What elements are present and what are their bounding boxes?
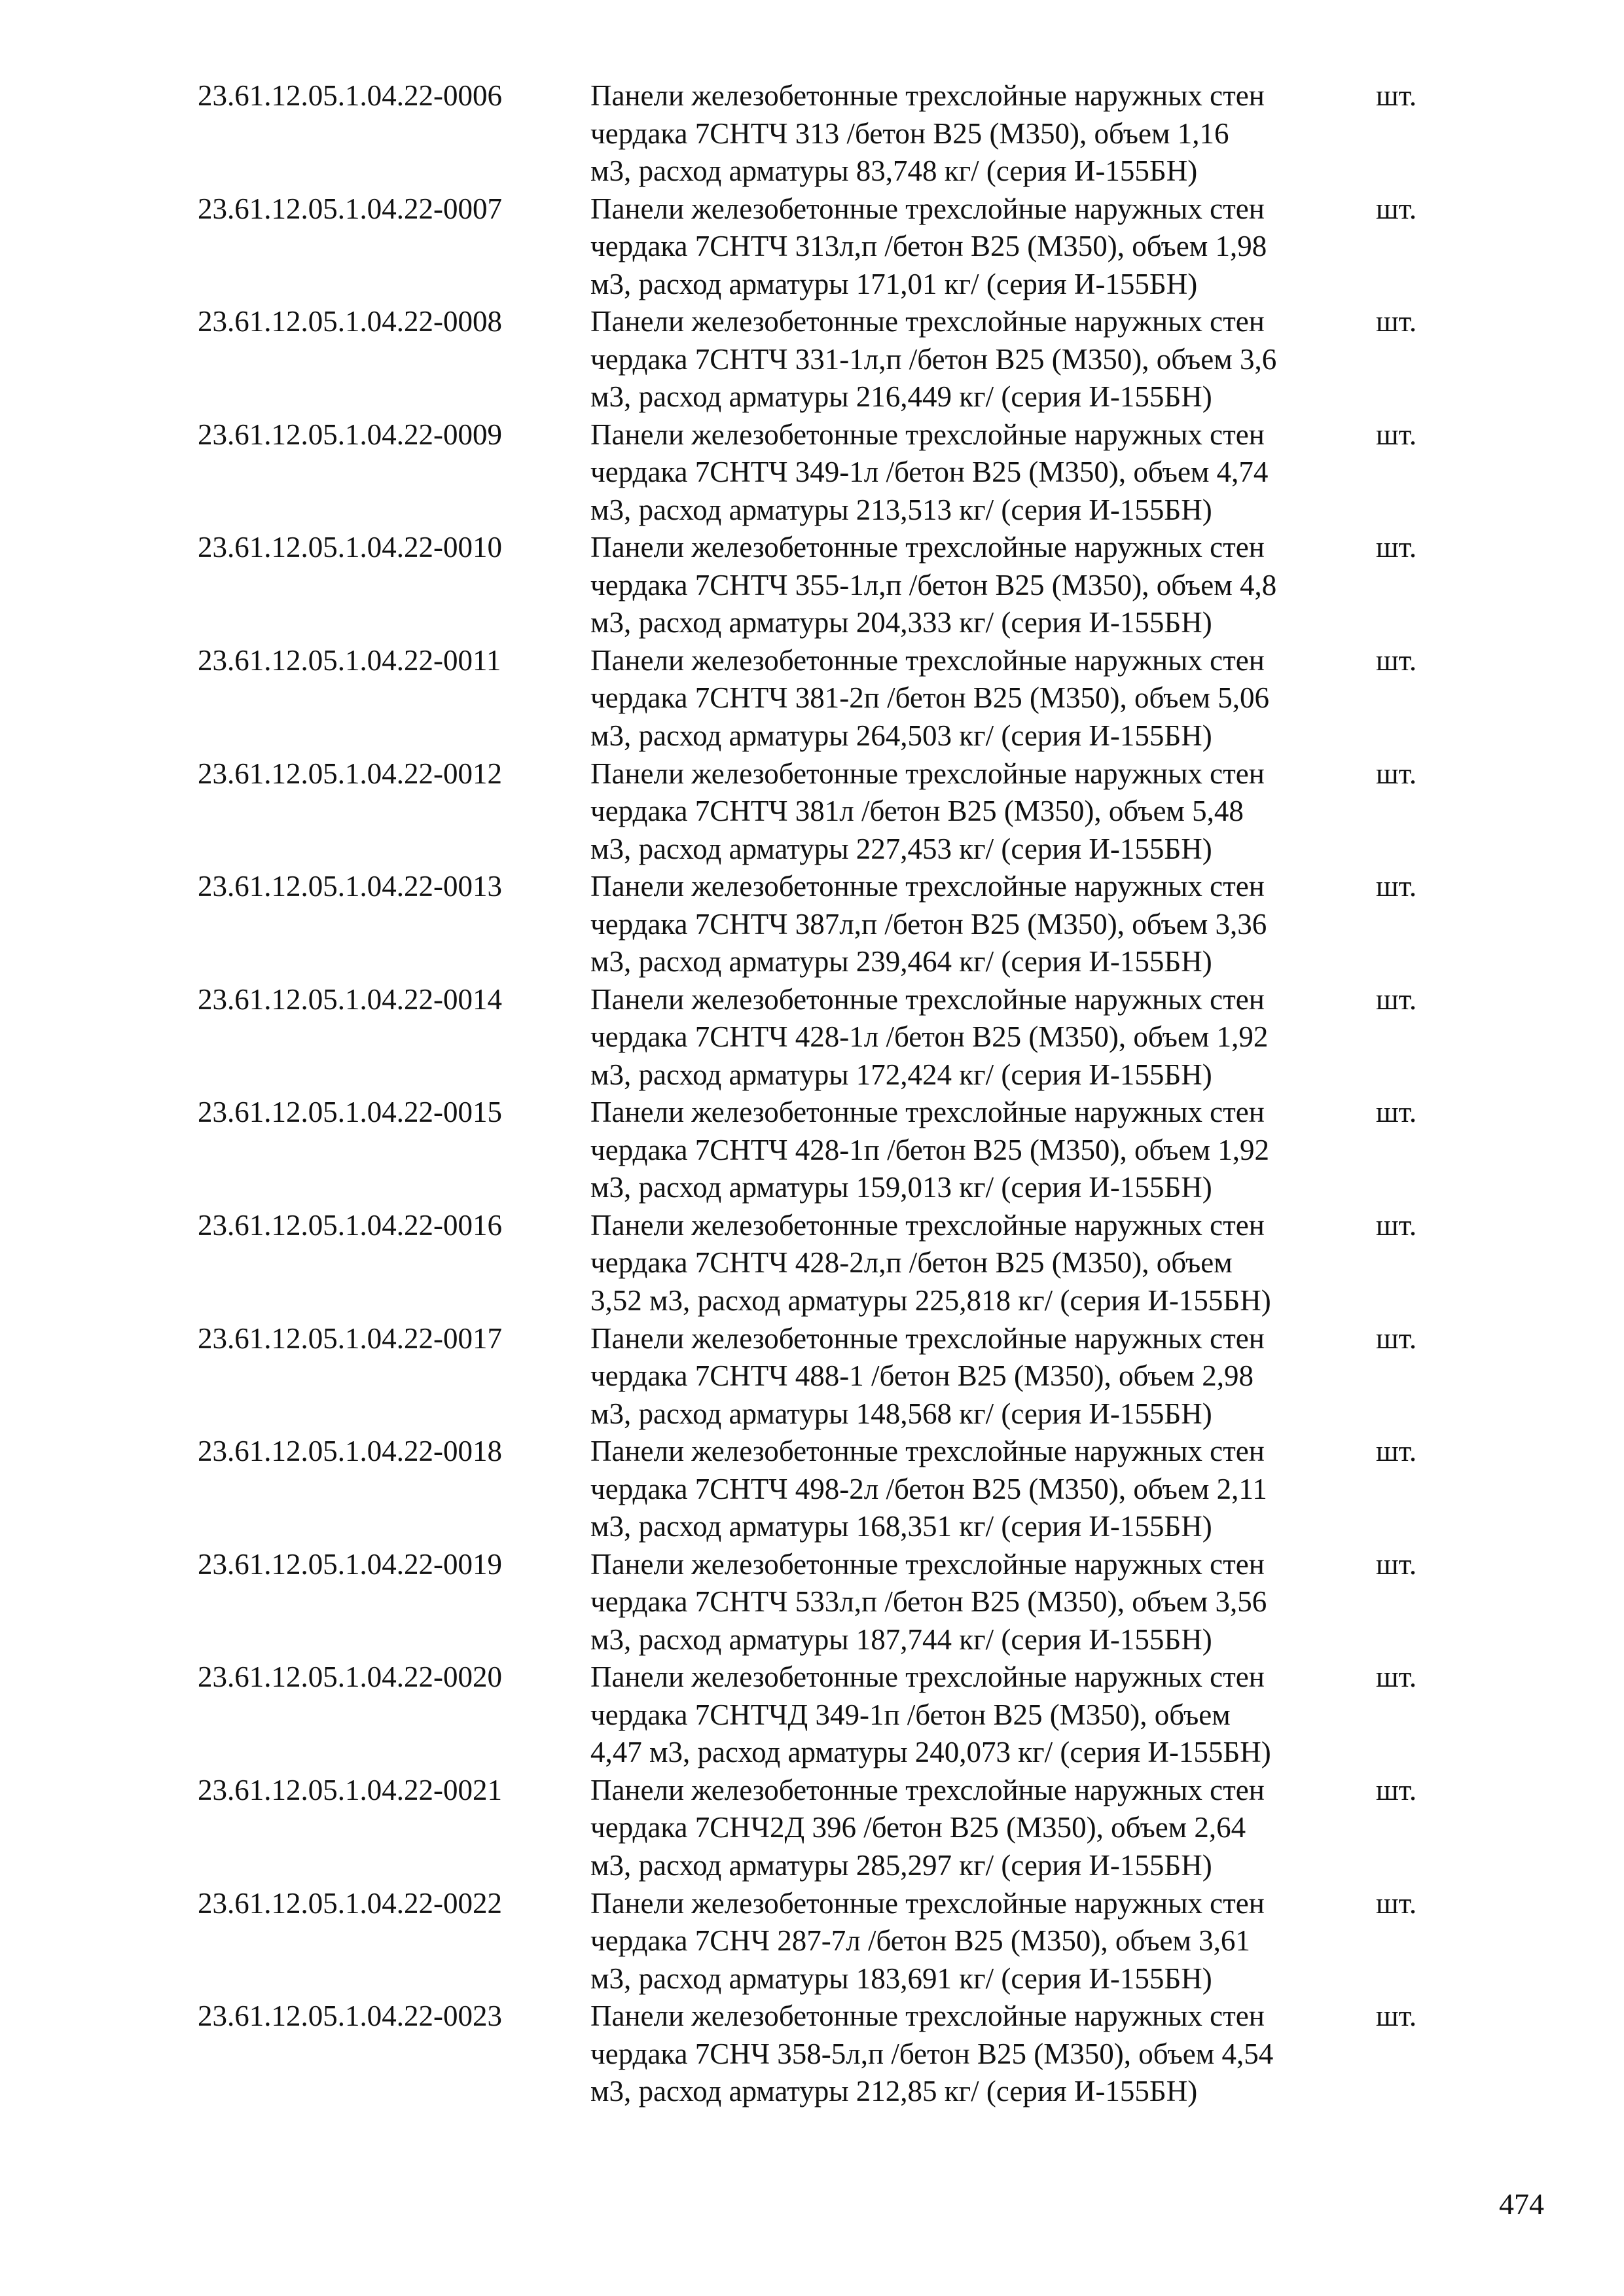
item-code: 23.61.12.05.1.04.22-0012 — [198, 757, 502, 790]
item-description — [590, 1885, 1363, 1998]
description-line: чердака 7СНТЧ 387л,п /бетон В25 (М350), объем 3,36 — [590, 907, 1267, 941]
item-description — [590, 1207, 1363, 1320]
item-unit: шт. — [1376, 870, 1417, 903]
table-row — [198, 1320, 1441, 1433]
item-code: 23.61.12.05.1.04.22-0022 — [198, 1886, 502, 1920]
item-code: 23.61.12.05.1.04.22-0008 — [198, 305, 502, 338]
item-code: 23.61.12.05.1.04.22-0016 — [198, 1208, 502, 1242]
table-row — [198, 868, 1441, 981]
table-row — [198, 77, 1441, 190]
item-unit: шт. — [1376, 1096, 1417, 1129]
item-description — [590, 1659, 1363, 1772]
description-line: Панели железобетонные трехслойные наружных стен — [590, 1435, 1265, 1468]
description-line: Панели железобетонные трехслойные наружных стен — [590, 1773, 1265, 1806]
item-unit: шт. — [1376, 1886, 1417, 1920]
description-line: чердака 7СНТЧ 533л,п /бетон В25 (М350), объем 3,56 — [590, 1585, 1267, 1619]
description-line: Панели железобетонные трехслойные наружных стен — [590, 643, 1265, 677]
description-line: м3, расход арматуры 204,333 кг/ (серия И-155БН) — [590, 606, 1212, 639]
description-line: м3, расход арматуры 212,85 кг/ (серия И-155БН) — [590, 2075, 1198, 2108]
table-row — [198, 1094, 1441, 1207]
description-line: м3, расход арматуры 172,424 кг/ (серия И-155БН) — [590, 1058, 1212, 1091]
description-line: чердака 7СНТЧД 349-1п /бетон В25 (М350), объем — [590, 1698, 1231, 1731]
description-line: м3, расход арматуры 213,513 кг/ (серия И-155БН) — [590, 493, 1212, 526]
item-unit: шт. — [1376, 1208, 1417, 1242]
item-code: 23.61.12.05.1.04.22-0017 — [198, 1321, 502, 1355]
description-line: Панели железобетонные трехслойные наружных стен — [590, 1208, 1265, 1242]
item-code: 23.61.12.05.1.04.22-0020 — [198, 1660, 502, 1694]
item-unit: шт. — [1376, 2000, 1417, 2033]
description-line: Панели железобетонные трехслойные наружных стен — [590, 870, 1265, 903]
description-line: Панели железобетонные трехслойные наружных стен — [590, 305, 1265, 338]
item-code: 23.61.12.05.1.04.22-0006 — [198, 79, 502, 112]
description-line: Панели железобетонные трехслойные наружных стен — [590, 1886, 1265, 1920]
item-unit: шт. — [1376, 643, 1417, 677]
table-row — [198, 1659, 1441, 1772]
item-description — [590, 529, 1363, 642]
description-line: м3, расход арматуры 183,691 кг/ (серия И-155БН) — [590, 1962, 1212, 1995]
table-row — [198, 1433, 1441, 1546]
table-row — [198, 1998, 1441, 2111]
item-unit: шт. — [1376, 192, 1417, 225]
item-unit: шт. — [1376, 1773, 1417, 1806]
item-unit: шт. — [1376, 79, 1417, 112]
item-code: 23.61.12.05.1.04.22-0013 — [198, 870, 502, 903]
price-list-table — [198, 77, 1441, 2111]
item-description — [590, 755, 1363, 869]
table-row — [198, 1207, 1441, 1320]
item-description — [590, 1772, 1363, 1885]
item-description — [590, 1546, 1363, 1659]
item-unit: шт. — [1376, 531, 1417, 564]
description-line: м3, расход арматуры 83,748 кг/ (серия И-155БН) — [590, 154, 1198, 187]
description-line: Панели железобетонные трехслойные наружных стен — [590, 1547, 1265, 1581]
description-line: чердака 7СНЧ 287-7л /бетон В25 (М350), объем 3,61 — [590, 1924, 1250, 1957]
item-unit: шт. — [1376, 1547, 1417, 1581]
item-description — [590, 416, 1363, 529]
description-line: чердака 7СНТЧ 381л /бетон В25 (М350), объем 5,48 — [590, 795, 1244, 828]
description-line: чердака 7СНТЧ 381-2п /бетон В25 (М350), объем 5,06 — [590, 681, 1270, 715]
description-line: чердака 7СНТЧ 488-1 /бетон В25 (М350), объем 2,98 — [590, 1359, 1254, 1393]
item-code: 23.61.12.05.1.04.22-0015 — [198, 1096, 502, 1129]
item-code: 23.61.12.05.1.04.22-0021 — [198, 1773, 502, 1806]
description-line: м3, расход арматуры 148,568 кг/ (серия И-155БН) — [590, 1397, 1212, 1430]
item-code: 23.61.12.05.1.04.22-0010 — [198, 531, 502, 564]
description-line: Панели железобетонные трехслойные наружных стен — [590, 982, 1265, 1016]
description-line: чердака 7СНТЧ 428-2л,п /бетон В25 (М350), объем — [590, 1246, 1233, 1280]
description-line: Панели железобетонные трехслойные наружных стен — [590, 79, 1265, 112]
item-code: 23.61.12.05.1.04.22-0023 — [198, 2000, 502, 2033]
description-line: м3, расход арматуры 168,351 кг/ (серия И-155БН) — [590, 1510, 1212, 1543]
table-row — [198, 416, 1441, 529]
item-description — [590, 642, 1363, 755]
description-line: чердака 7СНТЧ 313л,п /бетон В25 (М350), объем 1,98 — [590, 230, 1267, 263]
item-code: 23.61.12.05.1.04.22-0011 — [198, 643, 501, 677]
item-code: 23.61.12.05.1.04.22-0018 — [198, 1435, 502, 1468]
item-unit: шт. — [1376, 1660, 1417, 1694]
description-line: 3,52 м3, расход арматуры 225,818 кг/ (серия И-155БН) — [590, 1283, 1271, 1317]
description-line: 4,47 м3, расход арматуры 240,073 кг/ (серия И-155БН) — [590, 1736, 1271, 1769]
item-description — [590, 1433, 1363, 1546]
table-row — [198, 303, 1441, 416]
description-line: м3, расход арматуры 187,744 кг/ (серия И-155БН) — [590, 1623, 1212, 1656]
item-description — [590, 868, 1363, 981]
description-line: чердака 7СНТЧ 331-1л,п /бетон В25 (М350), объем 3,6 — [590, 342, 1277, 376]
description-line: чердака 7СНЧ2Д 396 /бетон В25 (М350), объем 2,64 — [590, 1811, 1246, 1844]
description-line: Панели железобетонные трехслойные наружных стен — [590, 757, 1265, 790]
page-number: 474 — [1499, 2187, 1544, 2221]
description-line: чердака 7СНТЧ 313 /бетон В25 (М350), объем 1,16 — [590, 117, 1229, 150]
item-code: 23.61.12.05.1.04.22-0009 — [198, 418, 502, 451]
item-description — [590, 190, 1363, 304]
item-description — [590, 981, 1363, 1094]
description-line: Панели железобетонные трехслойные наружных стен — [590, 418, 1265, 451]
item-unit: шт. — [1376, 1435, 1417, 1468]
item-description — [590, 303, 1363, 416]
description-line: чердака 7СНТЧ 498-2л /бетон В25 (М350), объем 2,11 — [590, 1472, 1267, 1505]
table-row — [198, 642, 1441, 755]
item-description — [590, 1094, 1363, 1207]
description-line: Панели железобетонные трехслойные наружных стен — [590, 1321, 1265, 1355]
table-row — [198, 190, 1441, 304]
item-description — [590, 77, 1363, 190]
table-row — [198, 755, 1441, 869]
description-line: Панели железобетонные трехслойные наружных стен — [590, 192, 1265, 225]
item-unit: шт. — [1376, 418, 1417, 451]
item-code: 23.61.12.05.1.04.22-0019 — [198, 1547, 502, 1581]
description-line: м3, расход арматуры 216,449 кг/ (серия И-155БН) — [590, 380, 1212, 414]
item-code: 23.61.12.05.1.04.22-0014 — [198, 982, 502, 1016]
description-line: Панели железобетонные трехслойные наружных стен — [590, 1660, 1265, 1694]
item-description — [590, 1998, 1363, 2111]
description-line: чердака 7СНТЧ 428-1п /бетон В25 (М350), объем 1,92 — [590, 1133, 1270, 1166]
description-line: м3, расход арматуры 171,01 кг/ (серия И-155БН) — [590, 267, 1198, 300]
item-description — [590, 1320, 1363, 1433]
item-unit: шт. — [1376, 982, 1417, 1016]
description-line: Панели железобетонные трехслойные наружных стен — [590, 2000, 1265, 2033]
table-row — [198, 981, 1441, 1094]
item-unit: шт. — [1376, 757, 1417, 790]
description-line: Панели железобетонные трехслойные наружных стен — [590, 1096, 1265, 1129]
item-code: 23.61.12.05.1.04.22-0007 — [198, 192, 502, 225]
item-unit: шт. — [1376, 305, 1417, 338]
table-row — [198, 1546, 1441, 1659]
description-line: м3, расход арматуры 227,453 кг/ (серия И-155БН) — [590, 832, 1212, 865]
table-row — [198, 529, 1441, 642]
description-line: чердака 7СНТЧ 428-1л /бетон В25 (М350), объем 1,92 — [590, 1020, 1269, 1054]
table-row — [198, 1885, 1441, 1998]
description-line: чердака 7СНТЧ 349-1л /бетон В25 (М350), объем 4,74 — [590, 456, 1269, 489]
description-line: чердака 7СНТЧ 355-1л,п /бетон В25 (М350), объем 4,8 — [590, 568, 1277, 601]
table-row — [198, 1772, 1441, 1885]
description-line: м3, расход арматуры 264,503 кг/ (серия И-155БН) — [590, 719, 1212, 752]
description-line: м3, расход арматуры 159,013 кг/ (серия И-155БН) — [590, 1171, 1212, 1204]
description-line: м3, расход арматуры 239,464 кг/ (серия И-155БН) — [590, 945, 1212, 978]
description-line: Панели железобетонные трехслойные наружных стен — [590, 531, 1265, 564]
description-line: м3, расход арматуры 285,297 кг/ (серия И-155БН) — [590, 1848, 1212, 1882]
item-unit: шт. — [1376, 1321, 1417, 1355]
description-line: чердака 7СНЧ 358-5л,п /бетон В25 (М350), объем 4,54 — [590, 2037, 1274, 2070]
